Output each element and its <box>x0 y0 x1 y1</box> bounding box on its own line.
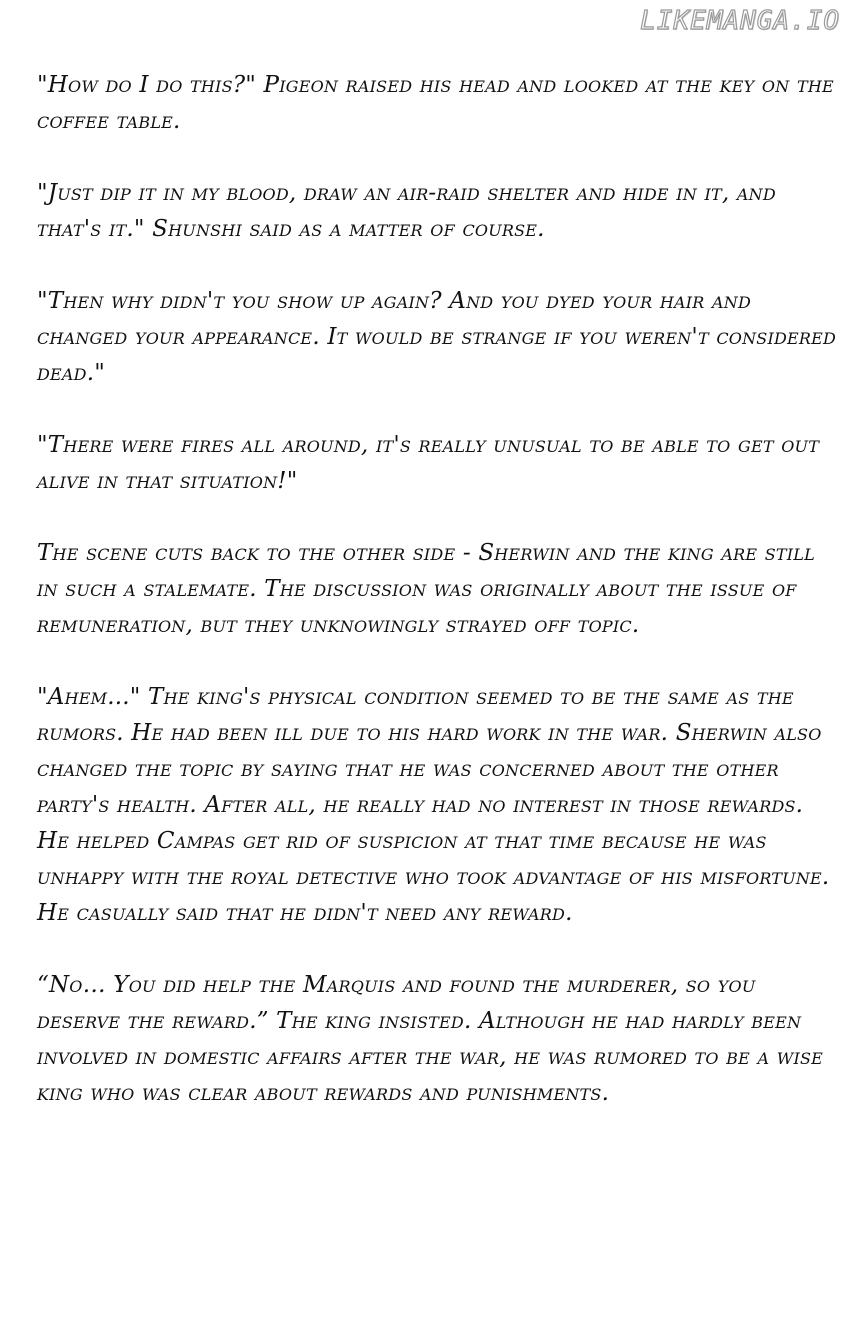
paragraph-6: "Ahem..." The king's physical condition seemed to be the same as the rumors. He had been ill due to his hard work in the war. Sherwin also changed the topic by saying that he was concerned about the other party's health. After all, he really had no interest in those rewards. He helped Campas get rid of suspicion at that time because he was unhappy with the royal detective who took advantage of his misfortune. He casually said that he didn't need any reward. <box>37 684 830 926</box>
paragraph-2: "Just dip it in my blood, draw an air-raid shelter and hide in it, and that's it." Shunshi said as a matter of course. <box>37 180 776 242</box>
paragraph-5: The scene cuts back to the other side - Sherwin and the king are still in such a stalemate. The discussion was originally about the issue of remuneration, but they unknowingly strayed off topic. <box>37 540 815 638</box>
paragraph-7: “No… You did help the Marquis and found the murderer, so you deserve the reward.” The king insisted. Although he had hardly been involved in domestic affairs after the war, he was rumored to be a wise king who was clear about rewards and punishments. <box>37 972 824 1106</box>
text-body <box>37 67 837 1147</box>
paragraph-1: "How do I do this?" Pigeon raised his head and looked at the key on the coffee table. <box>37 72 834 134</box>
site-watermark: LIKEMANGA.IO <box>640 6 840 36</box>
paragraph-3: "Then why didn't you show up again? And you dyed your hair and changed your appearance. It would be strange if you weren't considered dead." <box>37 288 837 386</box>
paragraph-4: "There were fires all around, it's really unusual to be able to get out alive in that situation!" <box>37 432 820 494</box>
